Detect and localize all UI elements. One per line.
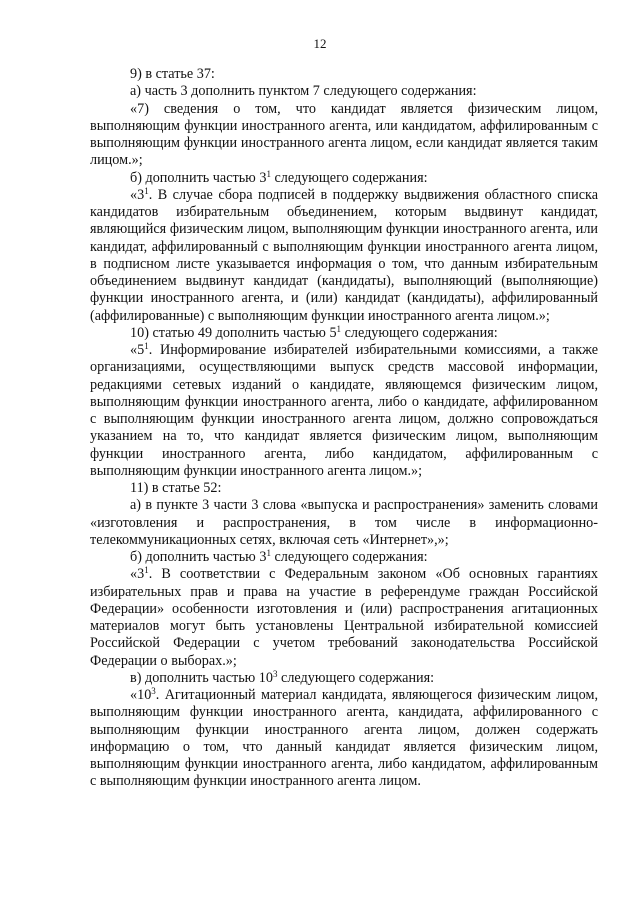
superscript: 1 (336, 323, 342, 334)
paragraph: «$10^3$. Агитационный материал кандидата, являющегося физическим лицом, выполняющим функции иностранного агента, кандидата, аффилированного с выполняющим функции иностранного агента лицом, должен содержать информацию о том, что данный кандидат является физическим лицом, выполняющим функции иностранного агента, либо кандидатом, аффилированным с выполняющим функции иностранного агента лицом. (90, 686, 598, 790)
superscript: 1 (144, 565, 149, 576)
document-body (90, 66, 598, 791)
superscript: 1 (266, 548, 271, 558)
paragraph: б) дополнить частью $3^1$ следующего содержания: (130, 168, 428, 186)
page-number: 12 (313, 36, 327, 51)
superscript: 1 (144, 341, 149, 351)
superscript: 1 (144, 185, 149, 196)
paragraph: «7) сведения о том, что кандидат является физическим лицом, выполняющим функции иностранного агента, или кандидатом, аффилированным с выполняющим функции иностранного агента лицом, если кандидат является таким лицом.»; (90, 100, 598, 169)
paragraph: «$5^1$. Информирование избирателей избирательными комиссиями, а также организациями, осуществляющими выпуск средств массовой информации, редакциями сетевых изданий о кандидате, являющемся физическим лицом, выполняющим функции иностранного агента, либо о кандидате, аффилированном с выполняющим функции иностранного агента лицом, должно сопровождаться указанием на то, что кандидат является физическим лицом, выполняющим функции иностранного агента, либо кандидатом, аффилированным с выполняющим функции иностранного агента лицом.»; (90, 341, 598, 479)
paragraph: в) дополнить частью $10^3$ следующего содержания: (130, 668, 435, 686)
paragraph: а) часть 3 дополнить пунктом 7 следующего содержания: (130, 83, 477, 100)
superscript: 3 (273, 668, 278, 679)
paragraph: «$3^1$. В соответствии с Федеральным законом «Об основных гарантиях избирательных прав и права на участие в референдуме граждан Российской Федерации» особенности изготовления и (или) распространения агитационных материалов могут быть установлены Центральной избирательной комиссией Российской Федерации с учетом требований законодательства Российской Федерации о выборах.»; (90, 565, 598, 669)
paragraph: «$3^1$. В случае сбора подписей в поддержку выдвижения областного списка кандидатов избирательным объединением, которым выдвинут кандидат, являющийся физическим лицом, выполняющим функции иностранного агента, или кандидат, аффилированный с выполняющим функции иностранного агента лицом, в подписном листе указывается информация о том, что данным избирательным объединением выдвинут кандидат (кандидаты), выполняющий (выполняющие) функции иностранного агента, и (или) кандидат (кандидаты), аффилированный (аффилированные) с выполняющим функции иностранного агента лицом.»; (90, 185, 598, 324)
superscript: 1 (266, 168, 271, 179)
paragraph: б) дополнить частью $3^1$ следующего содержания: (130, 548, 428, 565)
paragraph: 11) в статье 52: (130, 480, 222, 496)
superscript: 3 (151, 686, 156, 696)
paragraph: 10) статью 49 дополнить частью $5^1$ следующего содержания: (130, 323, 498, 341)
paragraph: а) в пункте 3 части 3 слова «выпуска и распространения» заменить словами «изготовления и распространения, в том числе в информационно-телекоммуникационных сетях, включая сеть «Интернет»,»; (90, 497, 598, 548)
paragraph: 9) в статье 37: (130, 66, 215, 82)
